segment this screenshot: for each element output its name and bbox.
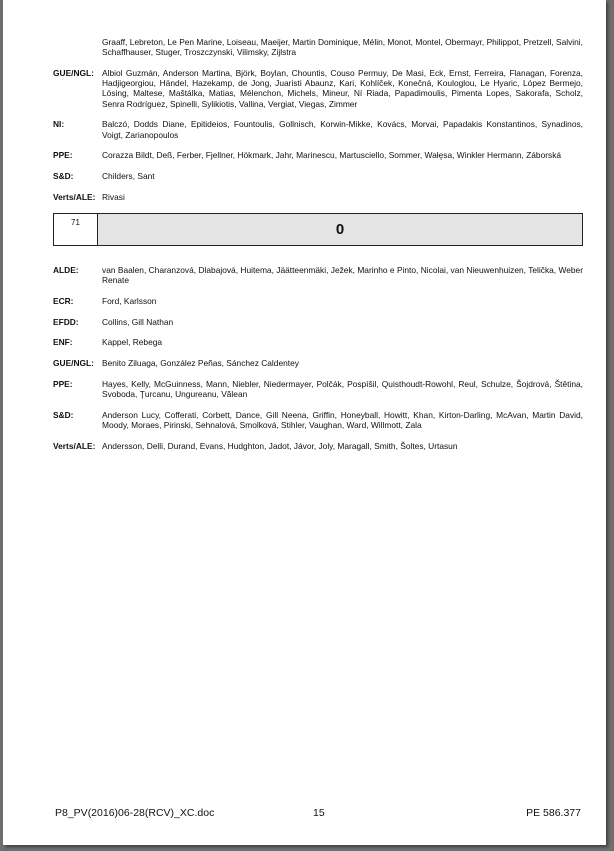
footer-page-number: 15 [313,807,325,819]
group-name: Verts/ALE: [53,440,96,451]
group-block-sd [53,410,583,430]
group-name: GUE/NGL: [53,68,94,78]
group-name: ECR: [53,295,74,306]
member-list: Kappel, Rebega [102,337,163,348]
footer-doc-name: P8_PV(2016)06-28(RCV)_XC.doc [55,807,215,819]
vote-total: 0 [98,214,582,245]
group-name: NI: [53,119,65,130]
member-list: Anderson Lucy, Cofferati, Corbett, Dance, Gill Neena, Griffin, Honeyball, Howitt, Khan, Kirton-Darling, McAvan, Martin David, Moody, Moraes, Pirinski, Sehnalová, Smolková, Stihler, Vaughan, Ward, Willmott, Zala [102,409,583,431]
group-block-verts-ale [53,441,583,451]
group-name: EFDD: [53,316,79,327]
group-block-ppe [53,379,583,399]
member-list: Albiol Guzmán, Anderson Martina, Björk, Boylan, Chountis, Couso Permuy, De Masi, Eck, Ernst, Ferreira, Flanagan, Forenza, Hadjigeorgiou, Händel, Hazekamp, de Jong, Juaristi Abaunz, Kari, Kohlíček, Konečná, Kouloglou, Le Hyaric, López Bermejo, Lösing, Maltese, Maštálka, Matias, Mélenchon, Michels, Mineur, Ní Riada, Papadimoulis, Pimenta Lopes, Sakorafa, Scholz, Senra Rodríguez, Spinelli, Sylikiotis, Vallina, Vergiat, Viegas, Zimmer [102,68,583,109]
group-block-verts-ale [53,192,583,202]
member-list: Rivasi [102,192,125,202]
document-page [3,0,606,845]
group-name [53,37,102,57]
member-list: Graaff, Lebreton, Le Pen Marine, Loiseau, Maeijer, Martin Dominique, Mélin, Monot, Montel, Obermayr, Philippot, Pretzell, Salvini, Schaffhauser, Stuger, Troszczynski, Vilimsky, Zijlstra [102,37,583,58]
member-list: Collins, Gill Nathan [102,316,174,327]
group-name: ENF: [53,337,73,348]
group-block-sd [53,171,583,181]
footer-reference: PE 586.377 [526,807,581,819]
member-list: Balczó, Dodds Diane, Epitideios, Fountoulis, Gollnisch, Korwin-Mikke, Kovács, Morvai, Papadakis Konstantinos, Synadinos, Voigt, Zarianopoulos [102,119,583,140]
group-name: PPE: [53,150,73,161]
group-block-ppe [53,150,583,160]
group-block-continued [53,37,583,57]
vote-number: 71 [54,214,98,245]
member-list: van Baalen, Charanzová, Dlabajová, Huitema, Jäätteenmäki, Ježek, Marinho e Pinto, Nicolai, van Nieuwenhuizen, Telička, Weber Renate [102,264,583,285]
group-name: GUE/NGL: [53,358,94,369]
member-list: Andersson, Delli, Durand, Evans, Hudghton, Jadot, Jávor, Joly, Maragall, Smith, Šoltes, Urtasun [102,440,458,451]
group-name: ALDE: [53,264,79,275]
group-block-efdd [53,317,583,327]
group-block-gue-ngl [53,358,583,368]
page-content [53,37,583,462]
group-block-alde [53,265,583,285]
group-name: PPE: [53,378,73,389]
group-name: Verts/ALE: [53,192,96,202]
group-block-ni [53,119,583,139]
member-list: Childers, Sant [102,171,155,182]
group-block-enf [53,337,583,347]
group-name: S&D: [53,171,74,182]
member-list: Hayes, Kelly, McGuinness, Mann, Niebler, Niedermayer, Polčák, Pospíšil, Quisthoudt-Rowohl, Reul, Schulze, Šojdrová, Štětina, Svoboda, Ţurcanu, Ungureanu, Vălean [102,378,583,400]
group-name: S&D: [53,409,74,420]
member-list: Ford, Karlsson [102,295,157,306]
vote-count-box [53,213,583,246]
group-block-gue-ngl [53,68,583,109]
member-list: Corazza Bildt, Deß, Ferber, Fjellner, Hökmark, Jahr, Marinescu, Martusciello, Sommer, Wałęsa, Winkler Hermann, Záborská [102,150,562,161]
group-block-ecr [53,296,583,306]
member-list: Benito Ziluaga, González Peñas, Sánchez Caldentey [102,358,299,369]
